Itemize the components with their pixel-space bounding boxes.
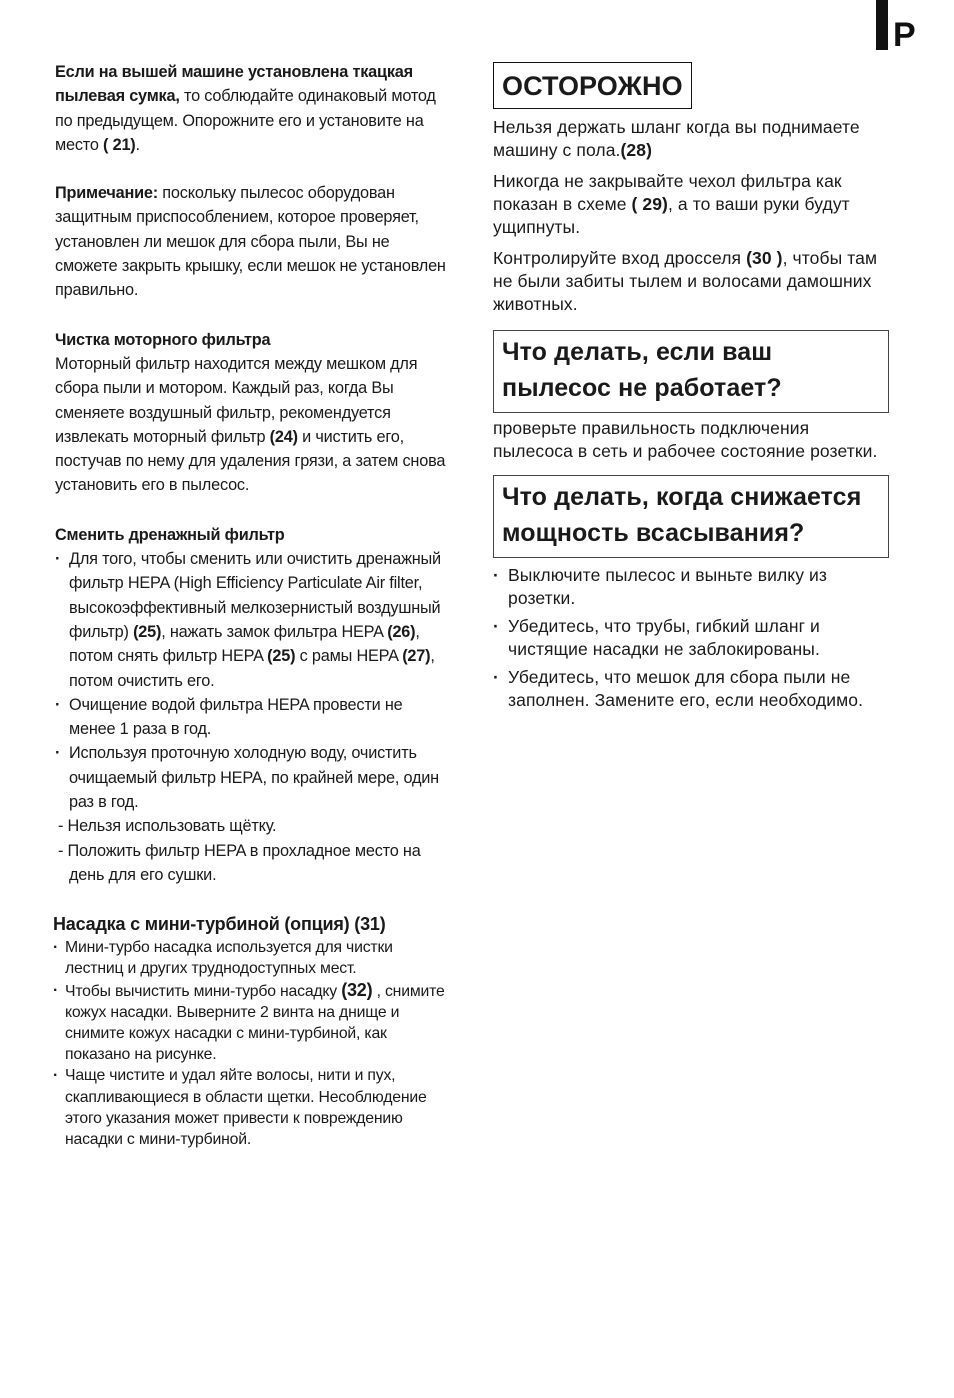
motor-filter-heading: Чистка моторного фильтра <box>55 330 271 349</box>
turbo-item-2-text-b: , снимите кожух насадки. Выверните 2 винта на днище и снимите кожух насадки с мини-турбиной, как показано на рисунке. <box>65 982 445 1064</box>
turbo-item-2 <box>53 980 450 1066</box>
drain-text-1: Для того, чтобы сменить или очистить дренажный фильтр HEPA (High Efficiency Particulate Air filter, высокоэффективный мелкозернистый воздушный фильтр) <box>69 550 441 641</box>
page-marker-bar <box>876 0 888 50</box>
note-label: Примечание: <box>55 184 158 203</box>
drain-filter-dash-2: - Положить фильтр HEPA в прохладное место на день для его сушки. <box>58 841 421 884</box>
intro-lead: Если на вышей машине установлена ткацкая пылевая сумка, <box>55 63 413 106</box>
drain-filter-heading: Сменить дренажный фильтр <box>55 525 285 544</box>
turbo-item-1: · Мини-турбо насадка используется для чистки лестниц и других труднодоступных мест. <box>53 937 450 979</box>
caution-paragraph-3 <box>493 247 889 316</box>
suction-list <box>493 564 889 712</box>
drain-filter-item-3: · Используя проточную холодную воду, очистить очищаемый фильтр HEPA, по крайней мере, один раз в год. <box>55 741 450 814</box>
drain-text-2: , нажать замок фильтра HEPA <box>161 622 388 641</box>
caution-p3-text-a: Контролируйте вход дросселя <box>493 248 747 268</box>
motor-filter-text-part1: Моторный фильтр находится между мешком для сбора пыли и мотором. Каждый раз, когда Вы сменяете воздушный фильтр, рекомендуется извлекать моторный фильтр <box>55 354 418 446</box>
drain-filter-item-1 <box>55 547 450 693</box>
motor-filter-section <box>55 328 450 498</box>
page-language-letter: P <box>893 16 916 54</box>
drain-ref-25a: (25) <box>133 622 162 641</box>
drain-ref-26: (26) <box>387 622 416 641</box>
note-text: поскольку пылесос оборудован защитным приспособлением, которое проверяет, установлен ли мешок для сбора пыли, Вы не сможете закрыть крышку, если мешок не установлен правильно. <box>55 184 446 300</box>
drain-filter-item-2: · Очищение водой фильтра HEPA провести не менее 1 раза в год. <box>55 693 450 742</box>
caution-paragraph-1 <box>493 116 889 162</box>
left-column <box>55 60 450 1150</box>
turbo-heading-ref: (31) <box>354 914 386 935</box>
turbo-item-3: · Чаще чистите и удал яйте волосы, нити и пух, скапливающиеся в области щетки. Несоблюдение этого указания может привести к повреждению насадки с мини-турбиной. <box>53 1065 450 1150</box>
drain-text-4: с рамы HEPA <box>295 647 403 666</box>
turbo-heading-text: Насадка с мини-турбиной (опция) <box>53 914 350 935</box>
caution-p3-text-b: , чтобы там не были забиты тылем и волосами дамошних животных. <box>493 248 878 314</box>
intro-text: то соблюдайте одинаковый мотод по предыдущем. Опорожните его и установите на место <box>55 87 436 154</box>
intro-ref: ( 21) <box>103 135 136 154</box>
right-column <box>493 62 889 717</box>
caution-ref-28: (28) <box>620 140 653 160</box>
turbo-section <box>53 912 450 1150</box>
drain-filter-dash-list <box>55 814 450 887</box>
caution-p1-text: Нельзя держать шланг когда вы поднимаете машину с пола. <box>493 117 860 160</box>
caution-p2-text-b: , а то ваши руки будут ущипнуты. <box>493 194 850 237</box>
drain-filter-dash-1: - Нельзя использовать щётку. <box>58 817 277 836</box>
not-working-text: проверьте правильность подключения пылесоса в сеть и рабочее состояние розетки. <box>493 418 878 461</box>
motor-filter-ref: (24) <box>269 427 298 446</box>
motor-filter-text <box>55 352 450 498</box>
caution-paragraph-2 <box>493 170 889 239</box>
motor-filter-text-part2: и чистить его, постучав по нему для удаления грязи, а затем снова установить его в пылесос. <box>55 427 446 495</box>
caution-ref-29: ( 29) <box>631 194 668 214</box>
turbo-list <box>53 937 450 1150</box>
not-working-title-box: Что делать, если ваш пылесос не работает? <box>493 330 889 413</box>
caution-ref-30: (30 ) <box>746 248 783 268</box>
note-paragraph <box>55 181 450 302</box>
suction-item-2: · Убедитесь, что трубы, гибкий шланг и чистящие насадки не заблокированы. <box>493 615 889 661</box>
drain-text-5: , потом очистить его. <box>69 647 435 690</box>
drain-text-3: , потом снять фильтр HEPA <box>69 622 420 666</box>
turbo-heading <box>53 912 450 936</box>
intro-end: . <box>135 135 140 154</box>
drain-ref-25b: (25) <box>267 647 296 666</box>
drain-ref-27: (27) <box>402 647 431 666</box>
turbo-item-2-text-a: Чтобы вычистить мини-турбо насадку <box>65 982 342 1000</box>
drain-filter-list <box>55 547 450 814</box>
suction-item-3: · Убедитесь, что мешок для сбора пыли не заполнен. Замените его, если необходимо. <box>493 666 889 712</box>
intro-paragraph <box>55 60 450 157</box>
suction-title-box: Что делать, когда снижается мощность всасывания? <box>493 475 889 558</box>
caution-title-box: ОСТОРОЖНО <box>493 62 692 109</box>
suction-item-1: · Выключите пылесос и выньте вилку из розетки. <box>493 564 889 610</box>
caution-p2-text-a: Никогда не закрывайте чехол фильтра как показан в схеме <box>493 171 842 214</box>
turbo-ref-32: (32) <box>341 979 373 1000</box>
drain-filter-section <box>55 523 450 887</box>
